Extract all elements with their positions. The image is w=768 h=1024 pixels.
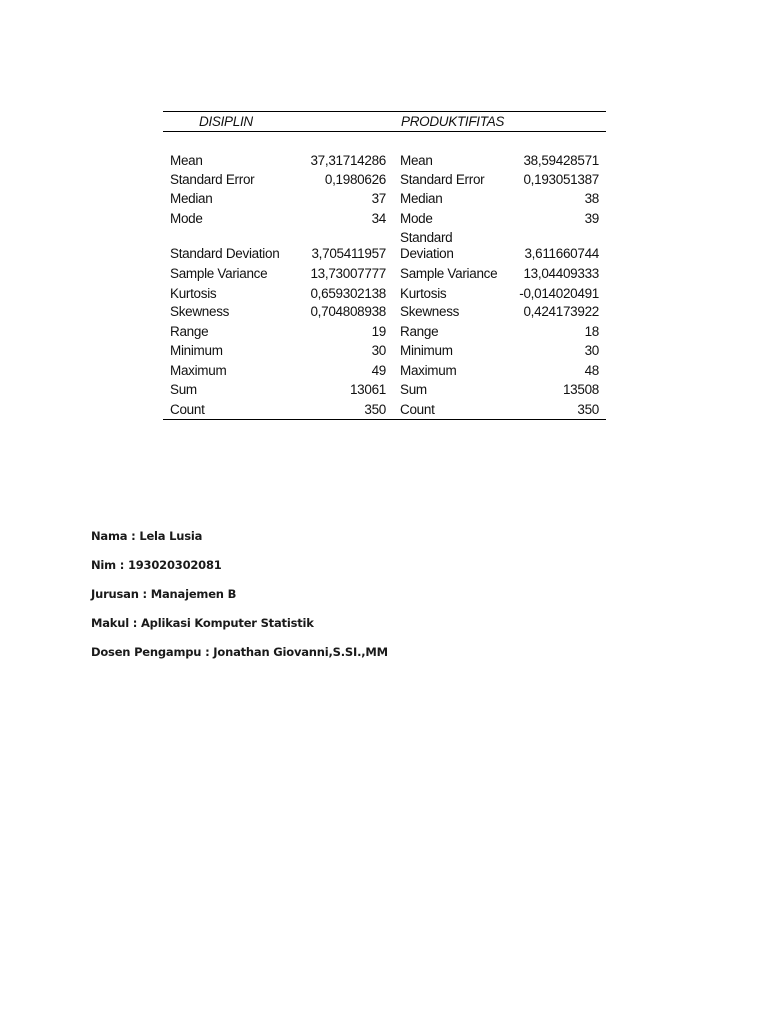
label-right: Median (400, 191, 443, 206)
label-right: Count (400, 402, 435, 417)
value-left: 13061 (349, 382, 386, 397)
label-right: Kurtosis (400, 286, 447, 301)
label-left: Minimum (170, 343, 223, 358)
table-row (163, 342, 606, 361)
label-right: Mean (400, 153, 433, 168)
value-left: 19 (371, 324, 386, 339)
label-right-line1: Standard (400, 230, 453, 245)
label-left: Mode (170, 211, 203, 226)
label-left: Kurtosis (170, 286, 217, 301)
value-right: 13,04409333 (523, 266, 599, 281)
value-right: 38,59428571 (523, 153, 599, 168)
value-left: 0,704808938 (310, 304, 386, 319)
label-right: Mode (400, 211, 433, 226)
value-left: 49 (371, 363, 386, 378)
table-row (163, 285, 606, 304)
value-left: 37,31714286 (310, 153, 386, 168)
label-right: Standard Error (400, 172, 485, 187)
label-left: Range (170, 324, 209, 339)
value-right: -0,014020491 (519, 286, 599, 301)
value-left: 0,1980626 (324, 172, 386, 187)
label-right: Maximum (400, 363, 457, 378)
value-left: 30 (371, 343, 386, 358)
table-row (163, 210, 606, 229)
value-right: 30 (584, 343, 599, 358)
label-right-line2: Deviation (400, 246, 454, 261)
value-right: 0,193051387 (523, 172, 599, 187)
student-major: Jurusan : Manajemen B (91, 587, 237, 601)
value-right: 39 (584, 211, 599, 226)
label-left: Sum (170, 382, 197, 397)
label-left: Standard Error (170, 172, 255, 187)
label-right: Sample Variance (400, 266, 498, 281)
header-produktifitas: PRODUKTIFITAS (401, 114, 505, 129)
label-left: Standard Deviation (170, 246, 280, 261)
value-left: 3,705411957 (311, 246, 386, 261)
table-header (163, 112, 606, 132)
label-right: Sum (400, 382, 427, 397)
value-right: 3,611660744 (524, 246, 599, 261)
value-left: 350 (364, 402, 386, 417)
value-right: 18 (584, 324, 599, 339)
table-row (163, 245, 606, 264)
student-nim: Nim : 193020302081 (91, 558, 222, 572)
header-disiplin: DISIPLIN (199, 114, 253, 129)
table-row (163, 401, 606, 420)
value-right: 0,424173922 (523, 304, 599, 319)
table-row (163, 303, 606, 322)
value-left: 34 (371, 211, 386, 226)
label-left: Median (170, 191, 213, 206)
table-row (163, 190, 606, 209)
label-left: Mean (170, 153, 203, 168)
value-right: 13508 (562, 382, 599, 397)
value-right: 48 (584, 363, 599, 378)
value-left: 0,659302138 (310, 286, 386, 301)
label-left: Sample Variance (170, 266, 268, 281)
descriptive-statistics-table (163, 111, 606, 420)
value-left: 13,73007777 (310, 266, 386, 281)
table-row (163, 362, 606, 381)
lecturer-name: Dosen Pengampu : Jonathan Giovanni,S.SI.,MM (91, 645, 388, 659)
table-row (163, 323, 606, 342)
label-right: Minimum (400, 343, 453, 358)
label-left: Count (170, 402, 205, 417)
table-row (163, 152, 606, 171)
table-row (163, 381, 606, 400)
table-body (163, 132, 606, 419)
value-right: 38 (584, 191, 599, 206)
label-right: Skewness (400, 304, 460, 319)
student-name: Nama : Lela Lusia (91, 529, 203, 543)
label-left: Maximum (170, 363, 227, 378)
table-row (163, 171, 606, 190)
label-left: Skewness (170, 304, 230, 319)
value-right: 350 (577, 402, 599, 417)
label-right: Range (400, 324, 439, 339)
value-left: 37 (371, 191, 386, 206)
course-name: Makul : Aplikasi Komputer Statistik (91, 616, 314, 630)
table-row (163, 265, 606, 284)
